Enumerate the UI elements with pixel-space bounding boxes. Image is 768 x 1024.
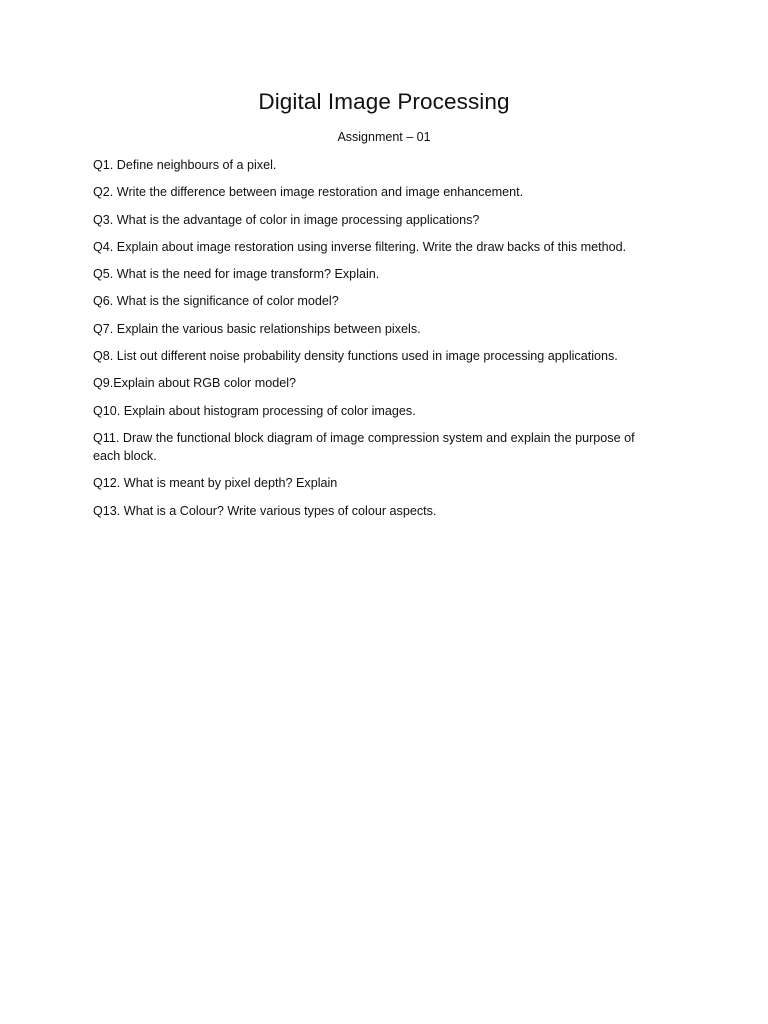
question-item: Q8. List out different noise probability density functions used in image processing applications. [93,349,618,364]
document-subtitle: Assignment – 01 [337,130,431,144]
question-item: Q4. Explain about image restoration using inverse filtering. Write the draw backs of this method. [93,239,627,254]
question-item: Q11. Draw the functional block diagram of image compression system and explain the purpose of each block. [93,430,635,463]
question-item: Q12. What is meant by pixel depth? Explain [93,476,338,491]
question-item: Q3. What is the advantage of color in image processing applications? [93,212,480,227]
question-item: Q5. What is the need for image transform? Explain. [93,267,380,282]
question-item: Q2. Write the difference between image restoration and image enhancement. [93,185,524,200]
question-item: Q1. Define neighbours of a pixel. [93,158,277,172]
question-item: Q6. What is the significance of color model? [93,294,339,309]
question-item: Q9.Explain about RGB color model? [93,376,297,391]
question-list [93,156,663,529]
question-item: Q10. Explain about histogram processing of color images. [93,403,416,418]
question-item: Q13. What is a Colour? Write various types of colour aspects. [93,503,437,518]
document-title: Digital Image Processing [258,89,510,114]
question-item: Q7. Explain the various basic relationships between pixels. [93,321,421,336]
